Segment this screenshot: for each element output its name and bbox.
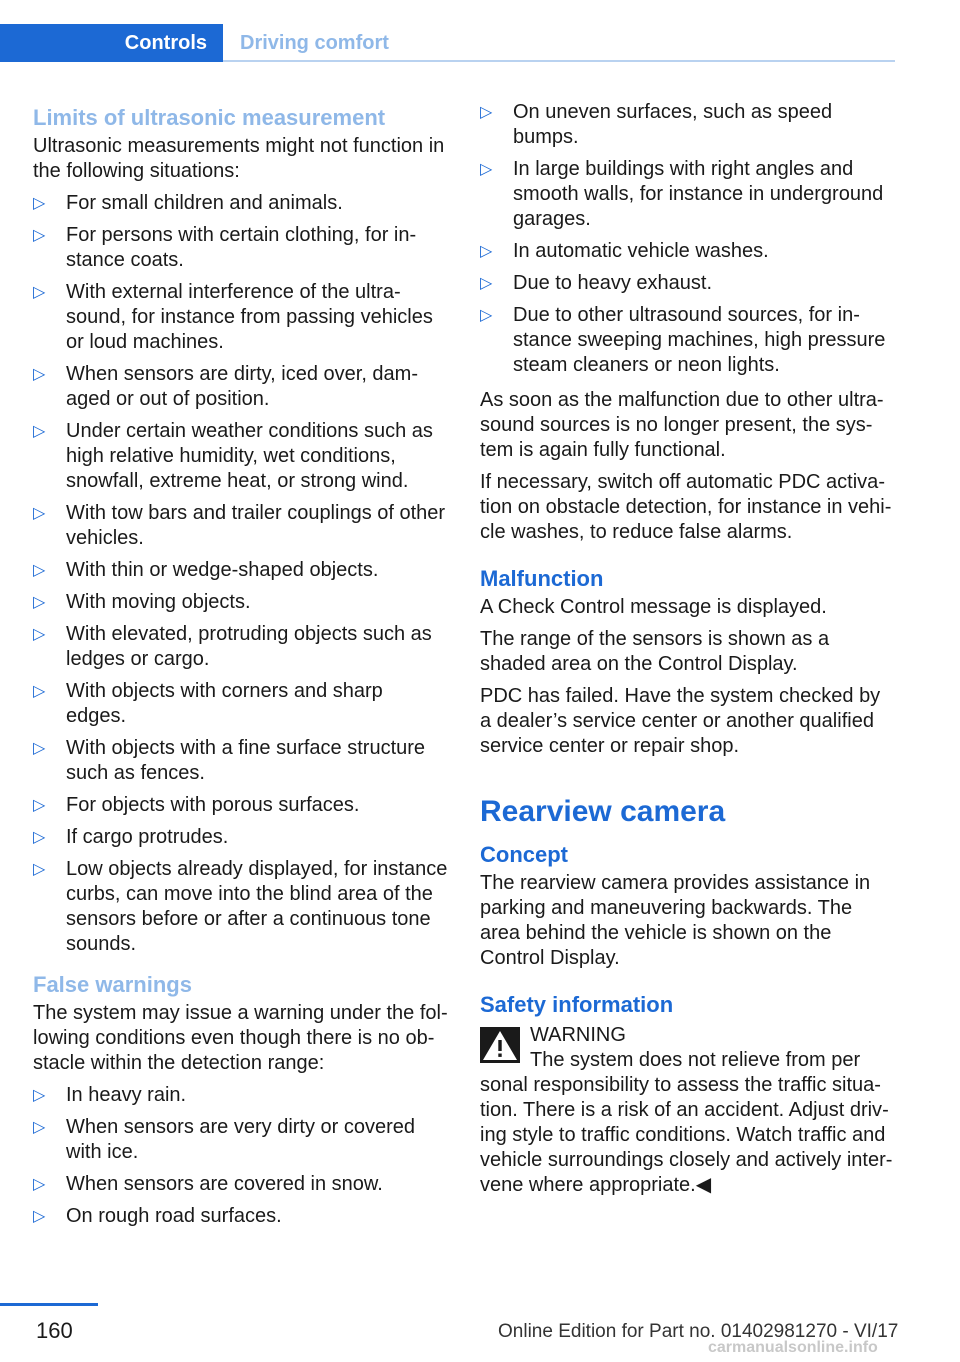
limits-list-item	[33, 362, 448, 412]
false-warnings-heading: False warnings	[33, 972, 192, 997]
bullet-triangle-icon: ▷	[33, 683, 46, 700]
list-item-text: With elevated, protruding objects such as ledges or cargo.	[66, 623, 432, 670]
list-item-text: In heavy rain.	[66, 1084, 187, 1106]
list-item-text: For objects with porous surfaces.	[66, 794, 360, 816]
left-column	[33, 100, 448, 1239]
warning-block	[480, 1023, 895, 1198]
limits-list-item	[33, 857, 448, 957]
list-item-text: With external interference of the ultrasound, for instance from passing vehicles or loud machines.	[66, 281, 433, 353]
bullet-triangle-icon: ▷	[33, 562, 46, 579]
malfunction-heading: Malfunction	[480, 566, 604, 591]
limits-intro: Ultrasonic measurements might not function in the following situations:	[33, 135, 445, 182]
rearview-camera-heading: Rearview camera	[480, 795, 726, 828]
bullet-triangle-icon: ▷	[33, 366, 46, 383]
list-item-text: Due to other ultrasound sources, for instance sweeping machines, high pressure steam cleaners or neon lights.	[513, 304, 886, 376]
limits-list-item	[33, 679, 448, 729]
tab-controls[interactable]: Controls	[0, 24, 223, 62]
bullet-triangle-icon: ▷	[33, 626, 46, 643]
list-item-text: For persons with certain clothing, for instance coats.	[66, 224, 417, 271]
warning-triangle-icon	[480, 1027, 520, 1063]
malfunction-text-2: The range of the sensors is shown as a shaded area on the Control Display.	[480, 628, 830, 675]
bullet-triangle-icon: ▷	[33, 829, 46, 846]
bullet-triangle-icon: ▷	[33, 740, 46, 757]
recovery-paragraph: As soon as the malfunction due to other ultrasound sources is no longer present, the system is again fully functional.	[480, 389, 884, 461]
list-item-text: On rough road surfaces.	[66, 1205, 282, 1227]
footer-rule	[0, 1303, 98, 1306]
bullet-triangle-icon: ▷	[33, 797, 46, 814]
bullet-triangle-icon: ▷	[33, 195, 46, 212]
bullet-triangle-icon: ▷	[33, 1176, 46, 1193]
list-item-text: With objects with a fine surface structure such as fences.	[66, 737, 426, 784]
warning-text: sonal responsibility to assess the traffic situation. There is a risk of an accident. Adjust driving style to traffic conditions. Watch traffic and vehicle surroundings closely and actively intervene where appropriate.◀	[480, 1074, 893, 1196]
bullet-triangle-icon: ▷	[33, 1208, 46, 1225]
false-warnings-list-item	[33, 1083, 448, 1108]
tab-driving-comfort[interactable]: Driving comfort	[240, 31, 389, 54]
concept-text: The rearview camera provides assistance in parking and maneuvering backwards. The area behind the vehicle is shown on the Control Display.	[480, 872, 871, 969]
bullet-triangle-icon: ▷	[480, 161, 493, 178]
warning-label: WARNING	[530, 1024, 626, 1046]
edition-note: Online Edition for Part no. 01402981270 - VI/17	[498, 1321, 899, 1342]
bullet-triangle-icon: ▷	[33, 227, 46, 244]
false-warnings-list	[33, 1083, 448, 1229]
limits-list-item	[33, 736, 448, 786]
list-item-text: With thin or wedge-shaped objects.	[66, 559, 379, 581]
limits-list-item	[33, 280, 448, 355]
pdc-switch-off-paragraph: If necessary, switch off automatic PDC activation on obstacle detection, for instance in vehicle washes, to reduce false alarms.	[480, 471, 892, 543]
limits-list-item	[33, 223, 448, 273]
list-item-text: When sensors are covered in snow.	[66, 1173, 383, 1195]
right-column	[480, 100, 895, 1198]
continued-list-item	[480, 271, 895, 296]
watermark: carmanualsonline.info	[708, 1339, 878, 1356]
header-rule	[223, 60, 895, 62]
list-item-text: Due to heavy exhaust.	[513, 272, 713, 294]
list-item-text: When sensors are dirty, iced over, damaged or out of position.	[66, 363, 419, 410]
list-item-text: With tow bars and trailer couplings of other vehicles.	[66, 502, 446, 549]
false-warnings-list-item	[33, 1115, 448, 1165]
limits-list	[33, 191, 448, 957]
bullet-triangle-icon: ▷	[33, 861, 46, 878]
bullet-triangle-icon: ▷	[33, 1087, 46, 1104]
list-item-text: Under certain weather conditions such as high relative humidity, wet conditions, snowfall, extreme heat, or strong wind.	[66, 420, 433, 492]
bullet-triangle-icon: ▷	[33, 1119, 46, 1136]
continued-list-item	[480, 303, 895, 378]
bullet-triangle-icon: ▷	[33, 284, 46, 301]
continued-list-item	[480, 100, 895, 150]
page-number: 160	[36, 1318, 73, 1343]
limits-list-item	[33, 622, 448, 672]
list-item-text: For small children and animals.	[66, 192, 343, 214]
limits-list-item	[33, 501, 448, 551]
malfunction-text-3: PDC has failed. Have the system checked by a dealer’s service center or another qualified service center or repair shop.	[480, 685, 881, 757]
bullet-triangle-icon: ▷	[33, 423, 46, 440]
list-item-text: In large buildings with right angles and smooth walls, for instance in underground garages.	[513, 158, 884, 230]
bullet-triangle-icon: ▷	[33, 594, 46, 611]
list-item-text: When sensors are very dirty or covered with ice.	[66, 1116, 416, 1163]
bullet-triangle-icon: ▷	[480, 307, 493, 324]
list-item-text: On uneven surfaces, such as speed bumps.	[513, 101, 833, 148]
continued-list-item	[480, 239, 895, 264]
list-item-text: If cargo protrudes.	[66, 826, 229, 848]
header-tabbar	[0, 24, 895, 62]
limits-list-item	[33, 558, 448, 583]
false-warnings-intro: The system may issue a warning under the following conditions even though there is no obstacle within the detection range:	[33, 1002, 448, 1074]
limits-heading: Limits of ultrasonic measurement	[33, 105, 386, 130]
false-warnings-list-item	[33, 1204, 448, 1229]
false-warnings-list-item	[33, 1172, 448, 1197]
bullet-triangle-icon: ▷	[480, 104, 493, 121]
list-item-text: With objects with corners and sharp edges.	[66, 680, 383, 727]
bullet-triangle-icon: ▷	[480, 243, 493, 260]
limits-list-item	[33, 191, 448, 216]
limits-list-item	[33, 419, 448, 494]
limits-list-item	[33, 590, 448, 615]
limits-list-item	[33, 825, 448, 850]
continued-list	[480, 100, 895, 378]
continued-list-item	[480, 157, 895, 232]
bullet-triangle-icon: ▷	[480, 275, 493, 292]
limits-list-item	[33, 793, 448, 818]
list-item-text: Low objects already displayed, for instance curbs, can move into the blind area of the sensors before or after a continuous tone sounds.	[66, 858, 448, 955]
list-item-text: In automatic vehicle washes.	[513, 240, 769, 262]
warning-text-first-line: The system does not relieve from per	[530, 1049, 861, 1071]
list-item-text: With moving objects.	[66, 591, 251, 613]
concept-heading: Concept	[480, 842, 568, 867]
safety-information-heading: Safety information	[480, 992, 674, 1017]
bullet-triangle-icon: ▷	[33, 505, 46, 522]
malfunction-text-1: A Check Control message is displayed.	[480, 596, 827, 618]
